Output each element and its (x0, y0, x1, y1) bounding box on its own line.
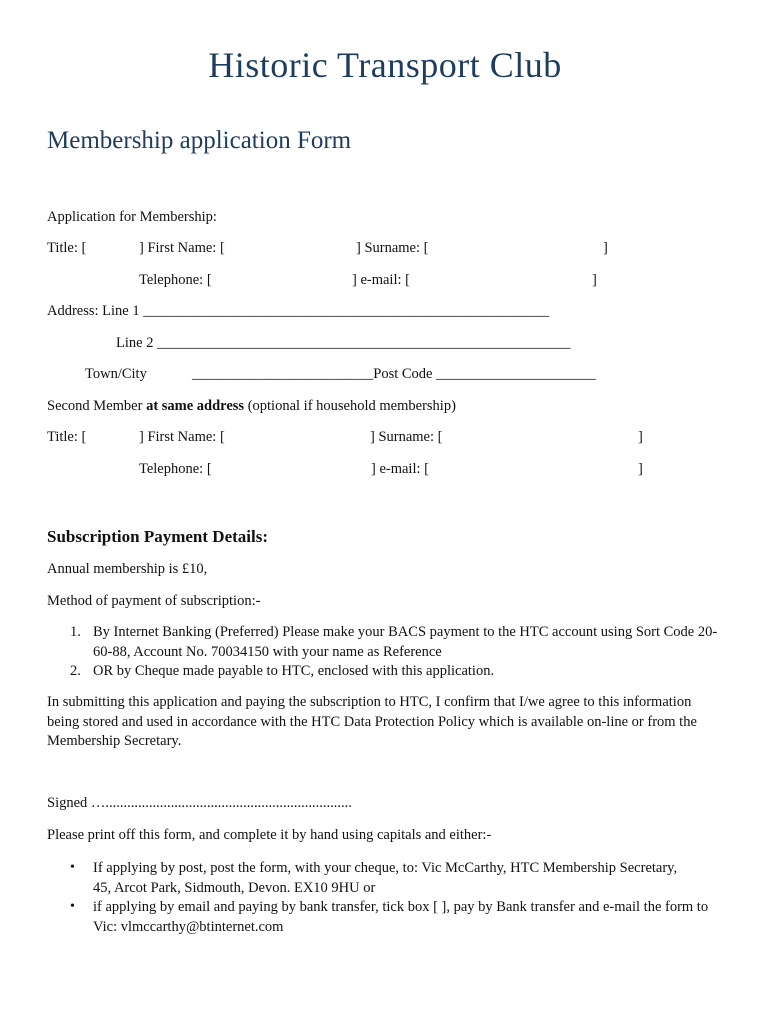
email-field-close: ] (592, 272, 597, 288)
postal-instructions: If applying by post, post the form, with your cheque, to: Vic McCarthy, HTC Membership Secretary, 45, Arcot Park, Sidmouth, Devon. EX10 9HU or (93, 860, 678, 896)
email-field-label: ] e-mail: [ (352, 272, 410, 288)
town-city-label: Town/City (85, 366, 147, 382)
signature-line: Signed ….................................................................... (47, 795, 352, 811)
form-title: Membership application Form (47, 127, 352, 154)
bullet-icon: • (70, 860, 75, 875)
first-name-field-label: ] First Name: [ (139, 240, 225, 256)
subscription-heading: Subscription Payment Details: (47, 527, 268, 546)
second-first-name-field-label: ] First Name: [ (139, 429, 225, 445)
surname-field-label: ] Surname: [ (356, 240, 429, 256)
second-surname-field-label: ] Surname: [ (370, 429, 443, 445)
email-instructions: if applying by email and paying by bank transfer, tick box [ ], pay by Bank transfer and e-mail the form to Vic: vlmccarthy@btinternet.com (93, 899, 709, 935)
data-protection-consent: In submitting this application and paying the subscription to HTC, I confirm that I/we agree to this information being stored and used in accordance with the HTC Data Protection Policy which is available on-line or from the Membership Secretary. (47, 694, 697, 749)
second-member-label: Second Member at same address (optional if household membership) (47, 398, 456, 414)
payment-method-text: Method of payment of subscription:- (47, 593, 261, 609)
list-item-number: 2. (70, 663, 81, 679)
second-surname-field-close: ] (638, 429, 643, 445)
list-item-number: 1. (70, 624, 81, 640)
telephone-field-label: Telephone: [ (139, 272, 212, 288)
town-postcode-field: _________________________Post Code ______________________ (192, 366, 596, 382)
surname-field-close: ] (603, 240, 608, 256)
payment-option-cheque: OR by Cheque made payable to HTC, enclosed with this application. (93, 663, 495, 679)
club-title: Historic Transport Club (208, 45, 562, 85)
address-line2-field: Line 2 _________________________________________________________ (116, 335, 571, 351)
second-title-field-label: Title: [ (47, 429, 87, 445)
title-field-label: Title: [ (47, 240, 87, 256)
address-line1-field: Address: Line 1 ________________________________________________________ (47, 303, 550, 319)
application-intro: Application for Membership: (47, 209, 217, 225)
payment-option-internet-banking: By Internet Banking (Preferred) Please make your BACS payment to the HTC account using Sort Code 20-60-88, Account No. 70034150 with your name as Reference (93, 624, 718, 660)
bullet-icon: • (70, 899, 75, 914)
second-email-field-label: ] e-mail: [ (371, 461, 429, 477)
second-telephone-field-label: Telephone: [ (139, 461, 212, 477)
print-instructions: Please print off this form, and complete it by hand using capitals and either:- (47, 827, 492, 843)
second-email-field-close: ] (638, 461, 643, 477)
annual-fee-text: Annual membership is £10, (47, 561, 208, 577)
